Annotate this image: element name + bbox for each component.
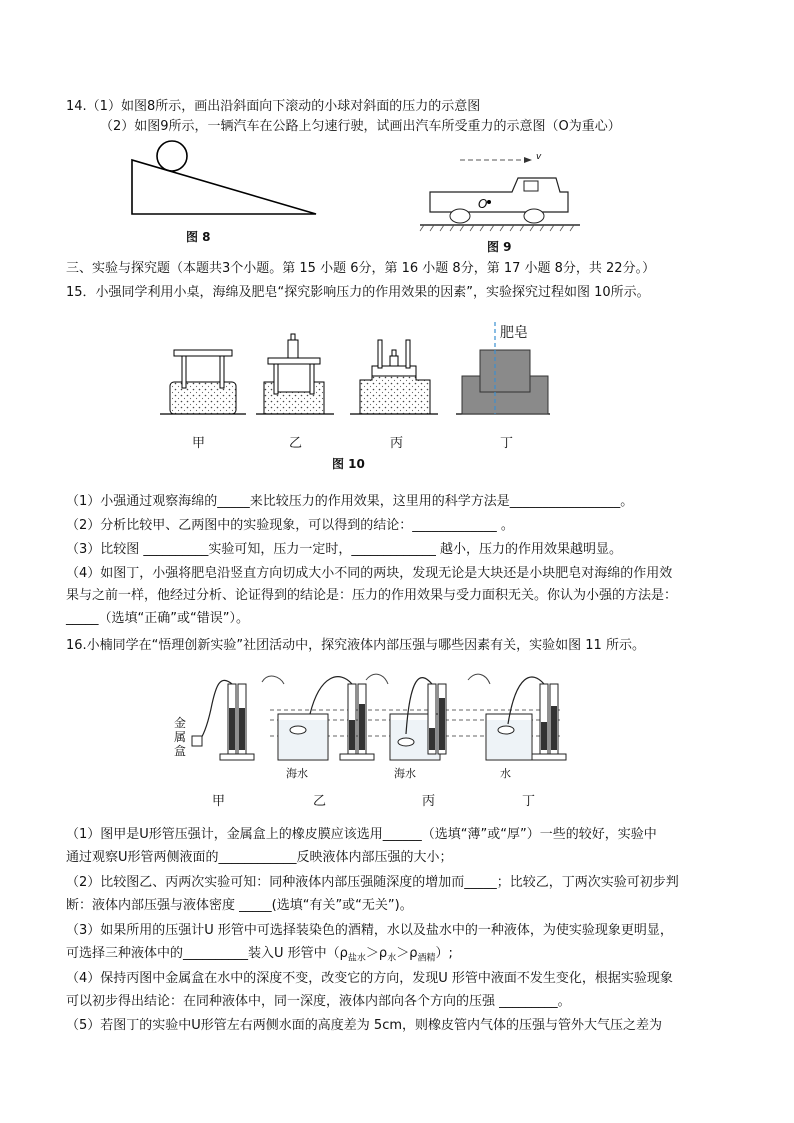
q16-part3-gt1: ＞ρ (365, 946, 388, 961)
q14-line2: （2）如图9所示，一辆汽车在公路上匀速行驶，试画出汽车所受重力的示意图（O为重心） (100, 119, 621, 134)
q16-part3-gt2: ＞ρ (396, 946, 418, 961)
metal-box-label-1: 金 (174, 716, 187, 730)
fig11-label-bing: 丙 (422, 794, 436, 809)
q15-part4-line1: （4）如图丁，小强将肥皂沿竖直方向切成大小不同的两块，发现无论是大块还是小块肥皂对海绵的作用效 (66, 566, 673, 581)
rho-sub-saltwater: 盐水 (347, 953, 366, 964)
fig10-label-ding: 丁 (500, 436, 514, 451)
fig10-label-yi: 乙 (289, 436, 303, 451)
q15-part4-line2: 果与之前一样，他经过分析、论证得到的结论是：压力的作用效果与受力面积无关。你认为小强的方法是： (66, 588, 678, 603)
liquid-label-bing: 海水 (394, 767, 416, 780)
q16-part2-line1: （2）比较图乙、丙两次实验可知：同种液体内部压强随深度的增加而_____；比较乙，丁两次实验可初步判 (66, 875, 679, 890)
fig11-label-yi: 乙 (313, 794, 327, 809)
rho-sub-alcohol: 酒精 (417, 953, 436, 964)
q16-part3-text: 可选择三种液体中的__________装入U 形管中（ρ (66, 946, 348, 961)
q15-part2: （2）分析比较甲、乙两图中的实验现象，可以得到的结论：_____________ 。 (66, 518, 514, 533)
q16-part4-line1: （4）保持丙图中金属盒在水中的深度不变，改变它的方向，发现U 形管中液面不发生变化，根据实验现象 (66, 971, 673, 986)
q15-part1: （1）小强通过观察海绵的_____来比较压力的作用效果，这里用的科学方法是_________________。 (66, 494, 634, 509)
q16-part3-line1: （3）如果所用的压强计U 形管中可选择装染色的酒精，水以及盐水中的一种液体，为使实验现象更明显， (66, 923, 673, 938)
q16-part5: （5）若图丁的实验中U形管左右两侧水面的高度差为 5cm，则橡皮管内气体的压强与管外大气压之差为 (66, 1018, 663, 1033)
q16-part1-line1: （1）图甲是U形管压强计，金属盒上的橡皮膜应该选用______（选填“薄”或“厚”）一些的较好，实验中 (66, 827, 657, 842)
figure-8-caption: 图 8 (186, 230, 211, 244)
figure-11-pressure-gauges (170, 664, 590, 774)
q15-part4-line3: _____（选填“正确”或“错误”）。 (66, 611, 249, 626)
section-3-heading: 三、实验与探究题（本题共3个小题。第 15 小题 6分，第 16 小题 8分，第 17 小题 8分，共 22分。） (66, 261, 656, 276)
metal-box-label (174, 716, 186, 758)
q16-part3-line2 (66, 945, 453, 968)
soap-label: 肥皂 (500, 325, 528, 341)
figure-10-caption: 图 10 (332, 457, 365, 471)
q16-intro: 16.小楠同学在“悟理创新实验”社团活动中，探究液体内部压强与哪些因素有关，实验如图 11 所示。 (66, 638, 645, 653)
q15-intro: 15．小强同学利用小桌，海绵及肥皂“探究影响压力的作用效果的因素”，实验探究过程如图 10所示。 (66, 285, 650, 300)
center-of-gravity-label: O (478, 197, 488, 211)
q16-part2-line2: 断：液体内部压强与液体密度 _____(选填“有关”或“无关”)。 (66, 898, 413, 913)
figure-10-experiments (150, 322, 560, 432)
q16-part4-line2: 可以初步得出结论：在同种液体中，同一深度，液体内部向各个方向的压强 _________。 (66, 994, 571, 1009)
metal-box-label-2: 属 (174, 730, 187, 744)
fig10-label-jia: 甲 (192, 436, 206, 451)
fig11-label-ding: 丁 (522, 794, 536, 809)
liquid-label-ding: 水 (500, 767, 511, 780)
fig11-label-jia: 甲 (212, 794, 226, 809)
q16-part1-line2: 通过观察U形管两侧液面的____________反映液体内部压强的大小； (66, 850, 453, 865)
figure-9-caption: 图 9 (487, 240, 512, 254)
rho-sub-water: 水 (387, 953, 397, 964)
q15-part3: （3）比较图 __________实验可知，压力一定时，_____________ 越小，压力的作用效果越明显。 (66, 542, 623, 557)
metal-box-label-3: 盒 (174, 744, 187, 758)
q14-line1: 14.（1）如图8所示，画出沿斜面向下滚动的小球对斜面的压力的示意图 (66, 99, 481, 114)
velocity-label: v (536, 152, 542, 162)
q16-part3-end: ）; (435, 946, 453, 961)
fig10-label-bing: 丙 (390, 436, 404, 451)
figure-8-incline (128, 136, 328, 226)
liquid-label-yi: 海水 (286, 767, 308, 780)
figure-9-car (420, 150, 580, 240)
